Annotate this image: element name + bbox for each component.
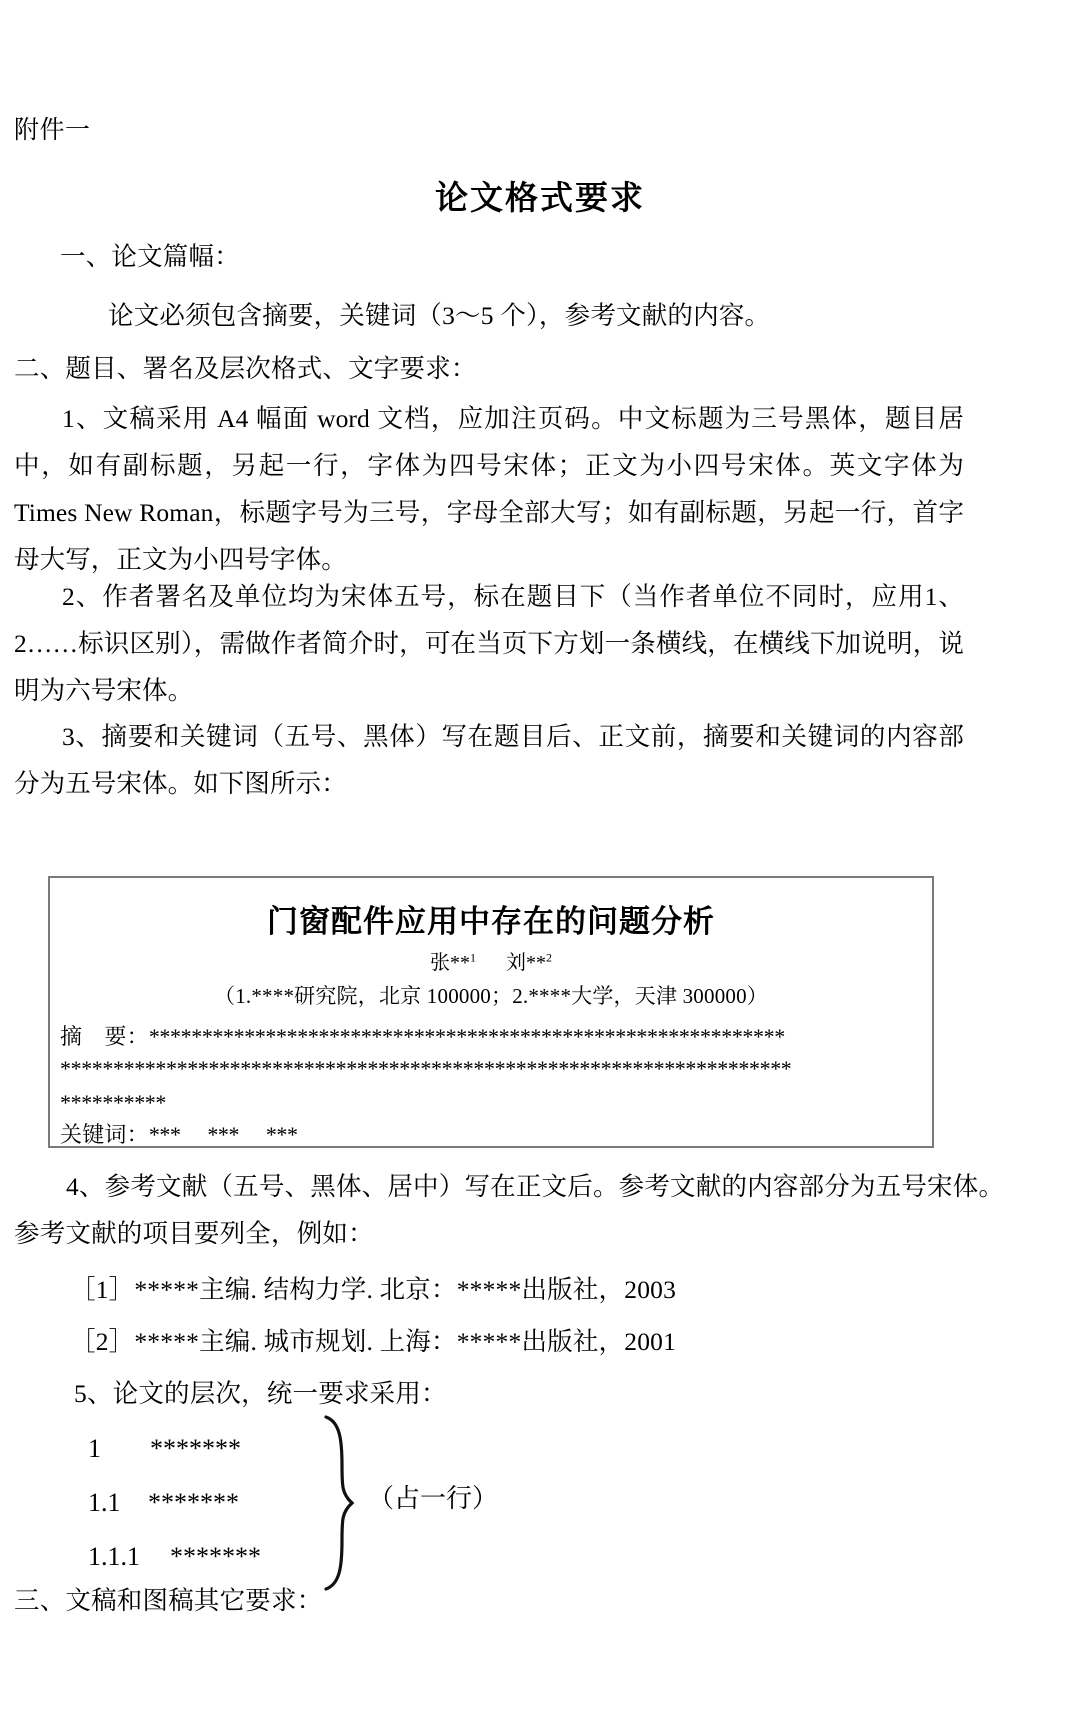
levels-note: （占一行） [368,1484,499,1513]
level-row-1 [88,1422,261,1476]
section-heading-two: 二、题目、署名及层次格式、文字要求： [14,354,477,383]
sample-author-2-mark: 2 [546,950,552,965]
requirement-item-4-line-2: 参考文献的项目要列全，例如： [14,1219,374,1248]
sample-author-2: 刘** [506,952,546,974]
sample-abstract-line-1 [60,1020,785,1051]
sample-affiliation-line: （1.****研究院，北京 100000；2.****大学，天津 300000） [214,984,768,1008]
level-row-2 [88,1476,261,1530]
keywords-label: 关键词： [60,1122,149,1147]
levels-list [88,1422,261,1584]
sample-author-1: 张** [430,952,470,974]
requirement-item-3: 3、摘要和关键词（五号、黑体）写在题目后、正文前，摘要和关键词的内容部分为五号宋体。如下图所示： [14,722,964,798]
level-number-2: 1.1 [88,1488,121,1517]
requirement-item-5: 5、论文的层次，统一要求采用： [74,1379,447,1408]
sample-abstract-line-3: ********** [60,1090,167,1115]
section-heading-one: 一、论文篇幅： [60,242,240,271]
section-one-body: 论文必须包含摘要，关键词（3～5 个），参考文献的内容。 [108,301,771,330]
sample-abstract-line-2: ********************************************************************* [60,1056,792,1081]
level-row-3 [88,1530,261,1584]
sample-keywords-line [60,1118,298,1149]
requirement-item-1: 1、文稿采用 A4 幅面 word 文档，应加注页码。中文标题为三号黑体，题目居中，如有副标题，另起一行，字体为四号宋体；正文为小四号宋体。英文字体为 Times New Roman，标题字号为三号，字母全部大写；如有副标题，另起一行，首字母大写，正文为小四号字体。 [14,404,964,574]
abstract-stars-1: ************************************************************ [148,1024,785,1049]
level-number-1: 1 [88,1434,101,1463]
right-brace-icon [318,1414,358,1592]
keywords-value: *** *** *** [148,1122,298,1147]
level-stars-3: ******* [170,1542,261,1571]
reference-item-1: ［1］*****主编. 结构力学. 北京：*****出版社，2003 [70,1275,677,1304]
page-title: 论文格式要求 [435,178,645,217]
level-stars-1: ******* [150,1434,241,1463]
sample-author-line [50,946,932,975]
attachment-label: 附件一 [14,117,91,144]
sample-paper-box [48,876,934,1148]
requirement-item-4-line-1: 4、参考文献（五号、黑体、居中）写在正文后。参考文献的内容部分为五号宋体。 [66,1172,1005,1201]
level-number-3: 1.1.1 [88,1542,140,1571]
sample-paper-title: 门窗配件应用中存在的问题分析 [267,904,715,940]
abstract-label: 摘 要： [60,1024,149,1049]
sample-author-1-mark: 1 [470,950,476,965]
reference-item-2: ［2］*****主编. 城市规划. 上海：*****出版社，2001 [70,1327,677,1356]
section-heading-three: 三、文稿和图稿其它要求： [14,1586,323,1615]
requirement-item-2: 2、作者署名及单位均为宋体五号，标在题目下（当作者单位不同时，应用1、2……标识区别），需做作者简介时，可在当页下方划一条横线，在横线下加说明，说明为六号宋体。 [14,582,964,705]
level-stars-2: ******* [148,1488,239,1517]
